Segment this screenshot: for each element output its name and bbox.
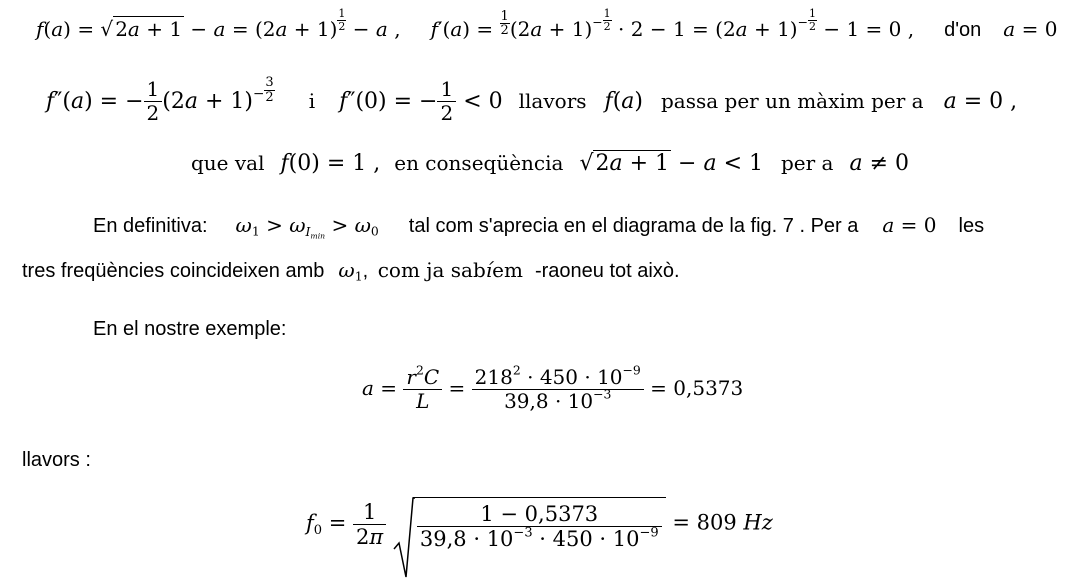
f0-symbol: $f_0$ = bbox=[306, 510, 347, 538]
i-word: i bbox=[308, 88, 316, 113]
inequality: √2a + 1 − a < 1 bbox=[579, 151, 763, 176]
equation-a-value: a = $\frac{r^2C}{L}$ = $\frac{218^2 \cdot 450 \cdot 10^{-9}}{39,8 \cdot 10^{-3}}$ = 0,5373 bbox=[362, 362, 744, 413]
radical-sign-icon bbox=[393, 497, 415, 579]
square-root: $\frac{1 - 0,5373}{39,8 \cdot 10^{-3} \cdot 450 \cdot 10^{-9}}$ bbox=[393, 497, 666, 551]
consequence-line bbox=[191, 150, 909, 176]
tres-freq-text: tres freqüències coincideixen amb bbox=[22, 260, 325, 282]
f-of-a: f(a) bbox=[604, 88, 643, 114]
com-ja-sabiem: com ja sabíem bbox=[377, 258, 523, 282]
que-val: que val bbox=[191, 151, 265, 175]
les-word: les bbox=[958, 215, 985, 237]
a-result: = 0,5373 bbox=[650, 376, 744, 400]
max-at: a = 0 , bbox=[943, 88, 1018, 114]
root-value: a = 0 bbox=[1003, 16, 1058, 41]
omega-chain: $\omega_1 > \omega_{I_{min}} > \omega_0$ bbox=[235, 213, 379, 241]
fraction-one-over-two-pi: $\frac{1}{2\pi}$ bbox=[353, 500, 386, 549]
a-symbol: a bbox=[362, 376, 374, 400]
tal-com-text: tal com s'aprecia en el diagrama de la fig. 7 . Per a bbox=[408, 215, 859, 237]
paragraph-llavors: llavors : bbox=[22, 449, 91, 471]
don-label: d'on bbox=[944, 18, 982, 41]
omega-one: $\omega_1$ bbox=[338, 258, 363, 284]
llavors-word: llavors bbox=[518, 88, 587, 113]
en-definitiva-label: En definitiva: bbox=[93, 215, 208, 237]
f-zero: f(0) = 1 , bbox=[280, 151, 381, 176]
a-zero: a = 0 bbox=[882, 213, 937, 237]
second-derivative-at-zero: f″(0) = − $\frac{1}{2}$ < 0 bbox=[339, 77, 503, 126]
paragraph-en-definitiva bbox=[93, 213, 985, 241]
fraction-r2c-over-l: $\frac{r^2C}{L}$ bbox=[403, 366, 442, 413]
passa-text: passa per un màxim per a bbox=[661, 88, 924, 113]
consequencia: en conseqüència bbox=[394, 151, 564, 175]
equation-derivative-line bbox=[36, 8, 1057, 42]
f0-result: = 809 Hz bbox=[672, 510, 773, 535]
second-derivative-line bbox=[46, 76, 1017, 125]
fraction-numeric: $\frac{218^2 \cdot 450 \cdot 10^{-9}}{39,8 \cdot 10^{-3}}$ bbox=[472, 366, 644, 413]
f-definition: f(a) = √ 2a + 1 − a = (2a + 1) $\frac{1}{2}$ − a , bbox=[36, 7, 401, 41]
raoneu-text: -raoneu tot això. bbox=[534, 260, 680, 282]
com-ja-comma: , bbox=[362, 260, 374, 282]
paragraph-tres-freq bbox=[22, 258, 680, 283]
per-a: per a bbox=[781, 151, 834, 175]
equation-f0 bbox=[306, 497, 773, 551]
condition: a ≠ 0 bbox=[849, 151, 910, 176]
paragraph-exemple: En el nostre exemple: bbox=[93, 318, 287, 340]
second-derivative-equation: f″(a) = − $\frac{1}{2}$ (2a + 1)− $\frac{3}{2}$ bbox=[46, 75, 274, 126]
f-prime-equation: f′(a) = $\frac{1}{2}$ (2a + 1)− $\frac{1}{2}$ · 2 − 1 = (2a + 1)− $\frac{1}{2}$ − 1 = 0 , bbox=[430, 7, 915, 41]
